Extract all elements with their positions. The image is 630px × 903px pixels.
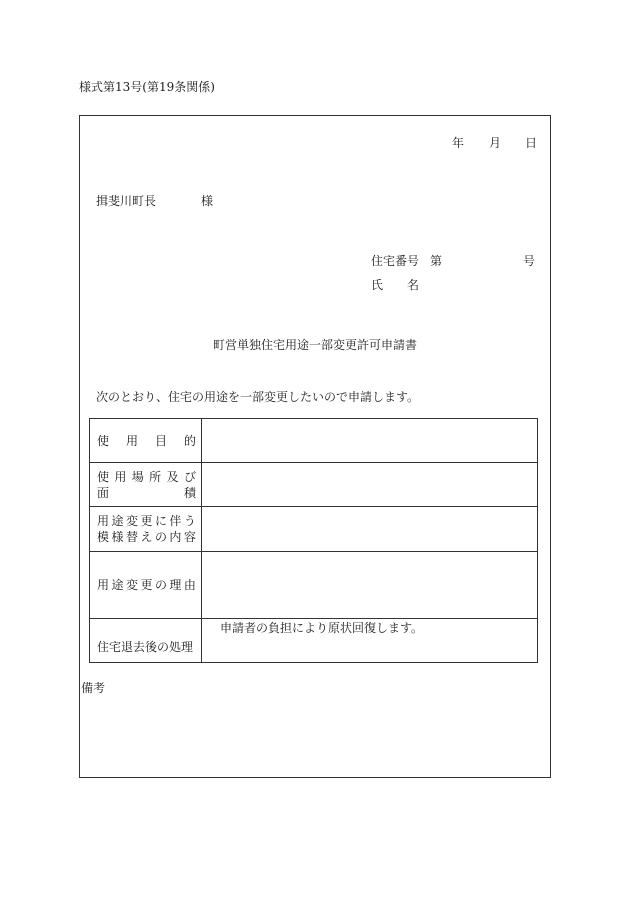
label-char: 場 [131, 469, 144, 484]
label-chars [97, 577, 196, 593]
addressee-honorific: 様 [201, 194, 214, 208]
label-char: 模 [97, 530, 110, 544]
label-char: 使 [97, 433, 110, 448]
intro-text: 次のとおり、住宅の用途を一部変更したいので申請します。 [96, 390, 420, 404]
label-char: う [183, 514, 196, 528]
label-line-1 [97, 513, 196, 529]
table-row [90, 619, 538, 663]
label-char: 変 [125, 578, 138, 592]
label-char: 理 [169, 578, 182, 592]
label-char: 用 [97, 514, 110, 528]
house-number-suffix: 号 [523, 254, 536, 268]
label-char: 内 [169, 530, 182, 544]
row-value-purpose[interactable] [202, 419, 538, 463]
label-char: の [154, 578, 167, 592]
label-char: 由 [183, 578, 196, 592]
row-label-purpose [90, 419, 202, 463]
label-char: 容 [183, 530, 196, 544]
row-label-location-area [90, 463, 202, 507]
date-year: 年 [452, 136, 465, 150]
house-number-prefix: 第 [430, 254, 443, 268]
table-row [90, 552, 538, 619]
addressee-name: 揖斐川町長 [96, 194, 157, 208]
label-char: 用 [125, 433, 138, 448]
label-char: 変 [125, 514, 138, 528]
label-chars [97, 433, 196, 449]
label-char: 更 [140, 514, 153, 528]
label-char: 用 [114, 469, 127, 484]
row-label-renovation [90, 507, 202, 552]
date-day: 日 [525, 136, 538, 150]
label-char: の [154, 530, 167, 544]
label-char: 途 [111, 578, 124, 592]
row-label-reason [90, 552, 202, 619]
label-line-2 [97, 529, 196, 545]
label-char: 替 [125, 530, 138, 544]
application-detail-table [89, 418, 538, 663]
label-char: 及 [166, 469, 179, 484]
label-char: に [154, 514, 167, 528]
label-char: 積 [183, 485, 196, 500]
label-char: び [183, 469, 196, 484]
label-text: 住宅退去後の処理 [97, 639, 194, 654]
label-line-1 [97, 469, 196, 485]
table-row [90, 463, 538, 507]
row-value-renovation[interactable] [202, 507, 538, 552]
table-row [90, 419, 538, 463]
label-char: 面 [97, 485, 110, 500]
label-char: 用 [97, 578, 110, 592]
name-label-second: 名 [407, 278, 420, 292]
row-value-reason[interactable] [202, 552, 538, 619]
label-line-2 [97, 485, 196, 501]
document-title: 町営単独住宅用途一部変更許可申請書 [212, 338, 417, 352]
date-month: 月 [489, 136, 502, 150]
label-char: 様 [111, 530, 124, 544]
row-value-after-vacating[interactable] [202, 619, 538, 663]
label-char: 途 [111, 514, 124, 528]
label-char: 伴 [169, 514, 182, 528]
row-value-location-area[interactable] [202, 463, 538, 507]
label-char: 的 [183, 433, 196, 448]
label-char: 目 [154, 433, 167, 448]
remarks-label: 備考 [81, 681, 106, 695]
label-char: 使 [97, 469, 110, 484]
table-row [90, 507, 538, 552]
label-char: え [140, 530, 153, 544]
label-char: 所 [149, 469, 162, 484]
house-number-label: 住宅番号 [371, 254, 420, 268]
name-label-first: 氏 [371, 278, 384, 292]
label-char: 更 [140, 578, 153, 592]
row-label-after-vacating [90, 619, 202, 663]
row-value-text: 申請者の負担により原状回復します。 [220, 621, 424, 635]
form-number: 様式第13号(第19条関係) [79, 80, 215, 94]
